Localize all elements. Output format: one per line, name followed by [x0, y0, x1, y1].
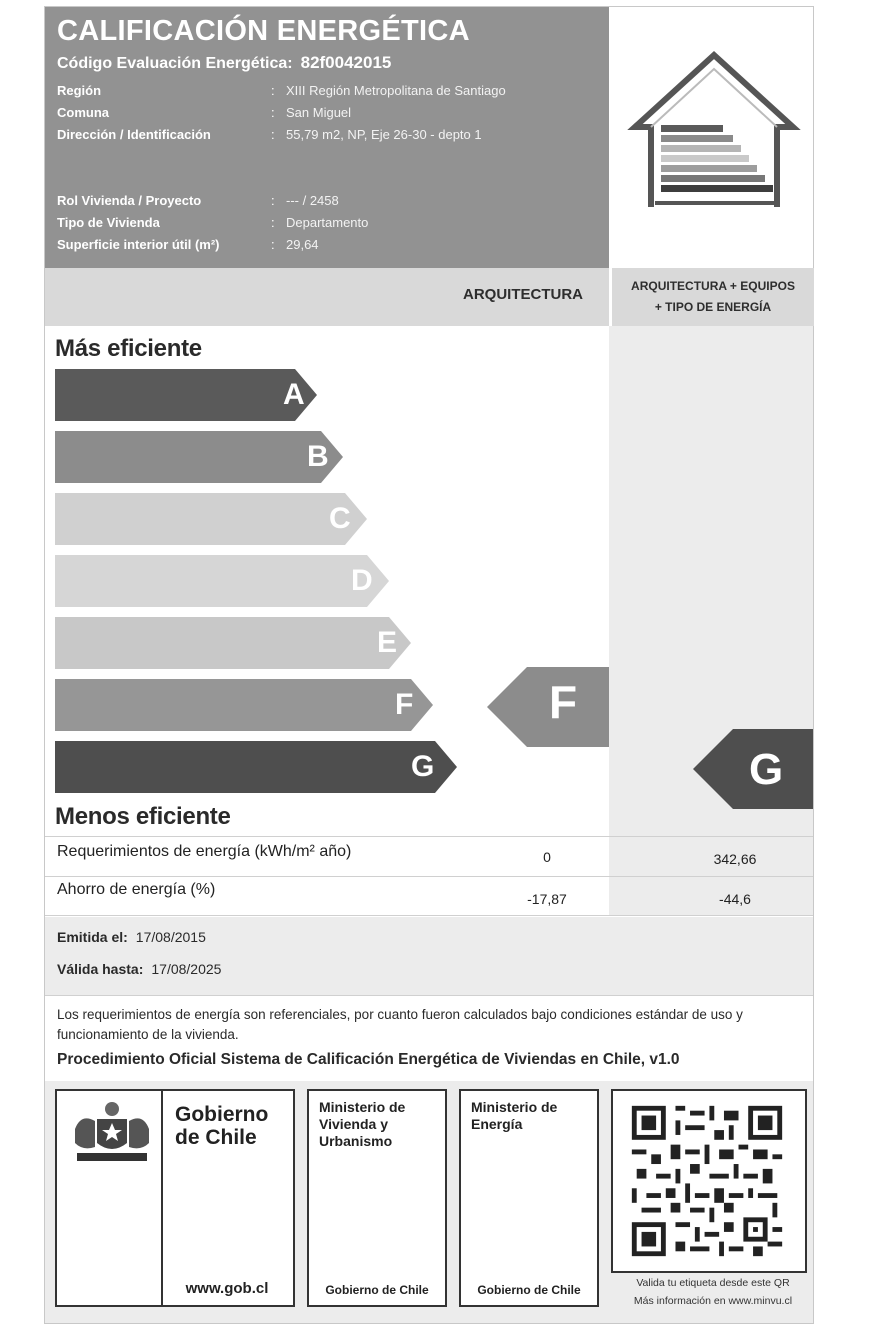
- gobierno-url: www.gob.cl: [185, 1280, 269, 1297]
- grade-bar-E: [55, 617, 411, 669]
- table-divider: [45, 915, 813, 916]
- header-panel: [45, 7, 609, 268]
- minvu-line1: Ministerio de: [319, 1099, 406, 1115]
- equipos-column-bg: [609, 326, 813, 916]
- header-row-comuna: [57, 105, 352, 120]
- grade-letter-G: G: [411, 750, 435, 783]
- row-value: San Miguel: [286, 105, 352, 120]
- energia-box: [459, 1089, 599, 1307]
- coat-of-arms-icon: [67, 1099, 157, 1169]
- minvu-bottom: Gobierno de Chile: [325, 1283, 429, 1297]
- grade-bar-G: [55, 741, 457, 793]
- most-efficient-label: Más eficiente: [55, 335, 202, 362]
- value-ahorro-arquitectura: -17,87: [527, 891, 567, 907]
- row-sep: :: [271, 237, 275, 252]
- header-row-rol: [57, 193, 339, 208]
- label-title: CALIFICACIÓN ENERGÉTICA: [57, 15, 470, 47]
- house-icon-panel: [609, 7, 813, 268]
- row-sep: :: [271, 105, 275, 120]
- row-label: Rol Vivienda / Proyecto: [57, 193, 202, 208]
- energia-line2: Energía: [471, 1116, 523, 1132]
- table-divider: [45, 836, 813, 837]
- valida-value: 17/08/2025: [151, 961, 222, 977]
- row-label-ahorro: Ahorro de energía (%): [57, 881, 216, 898]
- minvu-name: [319, 1099, 405, 1150]
- minvu-line3: Urbanismo: [319, 1133, 393, 1149]
- gobierno-divider: [161, 1091, 163, 1305]
- rating-arquitectura: F: [549, 676, 578, 728]
- grade-letter-B: B: [307, 440, 329, 473]
- qr-note-line1: Valida tu etiqueta desde este QR: [636, 1277, 790, 1289]
- value-requerimientos-equipos: 342,66: [713, 851, 757, 867]
- grade-bar-B: [55, 431, 343, 483]
- header-row-region: [57, 83, 506, 98]
- house-energy-icon: [609, 7, 813, 268]
- grade-letter-E: E: [377, 626, 398, 659]
- energia-name: [471, 1099, 557, 1133]
- row-label-requerimientos: Requerimientos de energía (kWh/m² año): [57, 843, 352, 860]
- gobierno-box: [55, 1089, 295, 1307]
- row-value: --- / 2458: [286, 193, 339, 208]
- code-label: Código Evaluación Energética:: [57, 55, 293, 72]
- row-sep: :: [271, 127, 275, 142]
- value-ahorro-equipos: -44,6: [719, 891, 751, 907]
- grade-bar-C: [55, 493, 367, 545]
- header-row-superficie: [57, 237, 319, 252]
- qr-code-icon[interactable]: [625, 1101, 789, 1261]
- column-title-line1: ARQUITECTURA + EQUIPOS: [631, 279, 795, 293]
- column-title: ARQUITECTURA: [463, 286, 583, 303]
- energy-label: [44, 6, 814, 1324]
- rating-equipos: G: [749, 745, 784, 794]
- gobierno-line2: de Chile: [175, 1126, 257, 1149]
- grade-bar-A: [55, 369, 317, 421]
- grade-letter-F: F: [395, 688, 414, 721]
- section-divider: [45, 995, 813, 996]
- row-label: Dirección / Identificación: [57, 127, 211, 142]
- row-label: Superficie interior útil (m²): [57, 237, 220, 252]
- row-value: 29,64: [286, 237, 319, 252]
- energia-line1: Ministerio de: [471, 1099, 558, 1115]
- grade-bar-D: [55, 555, 389, 607]
- row-sep: :: [271, 215, 275, 230]
- valida-label: Válida hasta:: [57, 961, 144, 977]
- emitida-line: [57, 929, 206, 945]
- header-row-direccion: [57, 127, 482, 142]
- value-requerimientos-arquitectura: 0: [543, 849, 551, 865]
- grade-letter-C: C: [329, 502, 351, 535]
- row-label: Región: [57, 83, 102, 98]
- dates-panel: [45, 917, 813, 995]
- qr-box: [611, 1089, 807, 1273]
- qr-note-line2: Más información en www.minvu.cl: [633, 1295, 793, 1307]
- row-label: Comuna: [57, 105, 109, 120]
- disclaimer-note: Los requerimientos de energía son referenciales, por cuanto fueron calculados bajo condiciones estándar de uso y funcionamiento de la vivienda.: [57, 1007, 743, 1042]
- minvu-box: [307, 1089, 447, 1307]
- valida-line: [57, 961, 221, 977]
- row-sep: :: [271, 193, 275, 208]
- emitida-value: 17/08/2015: [135, 929, 206, 945]
- least-efficient-label: Menos eficiente: [55, 803, 231, 830]
- procedure-title: Procedimiento Oficial Sistema de Calificación Energética de Viviendas en Chile, v1.0: [57, 1051, 680, 1068]
- grade-bar-F: [55, 679, 433, 731]
- grade-letter-D: D: [351, 564, 373, 597]
- row-value: Departamento: [286, 215, 369, 230]
- minvu-line2: Vivienda y: [319, 1116, 389, 1132]
- column-header-arquitectura: [45, 268, 609, 326]
- gobierno-name: [175, 1103, 268, 1149]
- row-label: Tipo de Vivienda: [57, 215, 160, 230]
- code-value: 82f0042015: [300, 53, 392, 72]
- column-header-equipos: [611, 268, 814, 326]
- evaluation-code: [57, 53, 391, 73]
- table-divider: [45, 876, 813, 877]
- row-sep: :: [271, 83, 275, 98]
- row-value: XIII Región Metropolitana de Santiago: [286, 83, 506, 98]
- gobierno-line1: Gobierno: [175, 1103, 269, 1126]
- column-title-line2: + TIPO DE ENERGÍA: [654, 300, 772, 314]
- emitida-label: Emitida el:: [57, 929, 128, 945]
- header-row-tipo: [57, 215, 369, 230]
- grade-letter-A: A: [283, 378, 305, 411]
- grade-arrows: [55, 369, 475, 799]
- rating-arrow-arquitectura: [487, 667, 609, 747]
- energia-bottom: Gobierno de Chile: [477, 1283, 581, 1297]
- row-value: 55,79 m2, NP, Eje 26-30 - depto 1: [286, 127, 482, 142]
